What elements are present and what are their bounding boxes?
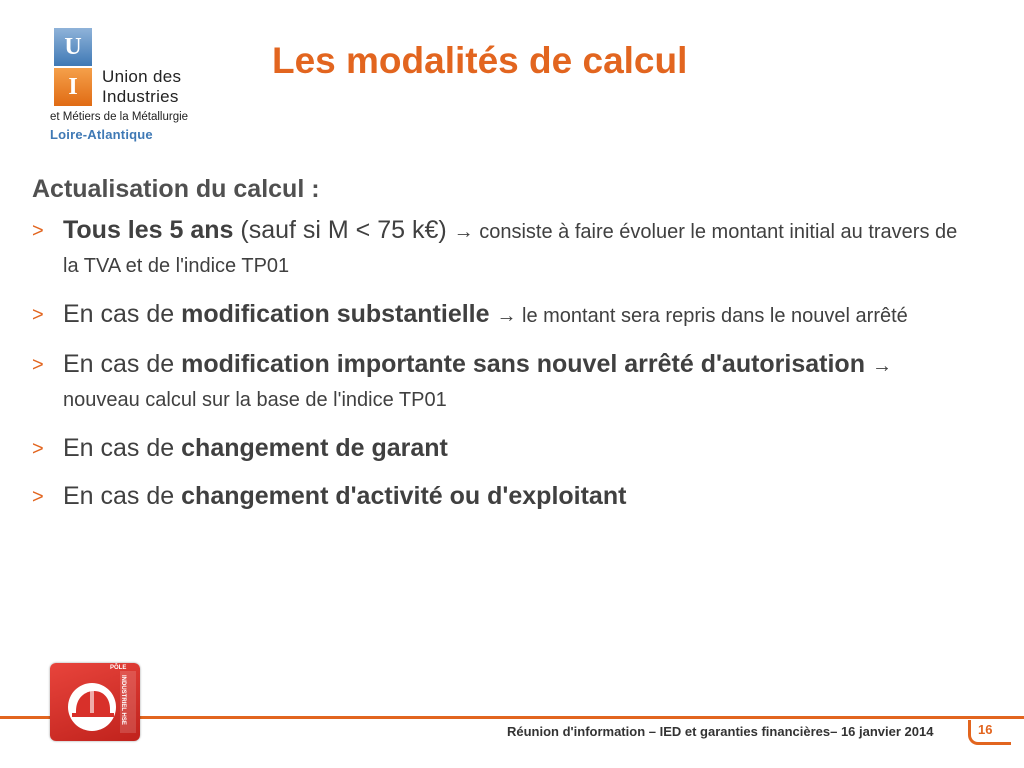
bullet-normal: (sauf si M < 75 k€) (233, 216, 454, 244)
bullet-marker: > (32, 354, 44, 376)
bullet-list (32, 214, 972, 512)
badge-text-top: PÔLE (110, 665, 127, 671)
uimm-logo (50, 28, 210, 148)
section-heading: Actualisation du calcul : (32, 175, 320, 203)
logo-line-4: Loire-Atlantique (50, 127, 153, 142)
bullet-tail: consiste à faire évoluer le montant initial au travers de la TVA et de l'indice TP01 (63, 221, 958, 277)
bullet-item (32, 432, 972, 464)
bullet-marker: > (32, 486, 44, 508)
logo-line-2: Industries (102, 87, 179, 106)
bullet-bold: modification importante sans nouvel arrêté d'autorisation (181, 350, 865, 378)
bullet-marker: > (32, 220, 44, 242)
helmet-icon (50, 663, 140, 741)
logo-letter-u: U (64, 34, 82, 60)
bullet-item (32, 480, 972, 512)
bullet-bold: changement d'activité ou d'exploitant (181, 482, 627, 510)
page-number: 16 (978, 722, 993, 737)
arrow-icon: → (453, 221, 474, 243)
bullet-item (32, 348, 972, 416)
footer-text: Réunion d'information – IED et garanties financières– 16 janvier 2014 (507, 724, 934, 739)
pole-industriel-badge (50, 663, 140, 741)
bullet-item (32, 214, 972, 282)
logo-blocks (50, 28, 94, 108)
footer-rule (0, 716, 1024, 719)
bullet-item (32, 298, 972, 332)
bullet-marker: > (32, 304, 44, 326)
slide-title: Les modalités de calcul (272, 40, 688, 81)
arrow-icon: → (871, 355, 892, 377)
logo-block-i (54, 68, 92, 106)
logo-letter-i: I (68, 74, 78, 100)
bullet-marker: > (32, 438, 44, 460)
bullet-bold: modification substantielle (181, 300, 490, 328)
slide-content (32, 175, 972, 528)
bullet-bold: changement de garant (181, 434, 448, 462)
badge-text-side: INDUSTRIEL HSE (120, 675, 126, 725)
bullet-lead: En cas de (63, 434, 182, 462)
bullet-tail: nouveau calcul sur la base de l'indice TP01 (63, 389, 447, 411)
bullet-tail: le montant sera repris dans le nouvel arrêté (516, 305, 908, 327)
bullet-bold: Tous les 5 ans (63, 216, 234, 244)
bullet-lead: En cas de (63, 350, 182, 378)
arrow-icon: → (496, 305, 517, 327)
bullet-lead: En cas de (63, 300, 182, 328)
logo-line-1: Union des (102, 67, 182, 86)
logo-line-3: et Métiers de la Métallurgie (50, 111, 189, 123)
logo-block-u (54, 28, 92, 66)
bullet-lead: En cas de (63, 482, 182, 510)
